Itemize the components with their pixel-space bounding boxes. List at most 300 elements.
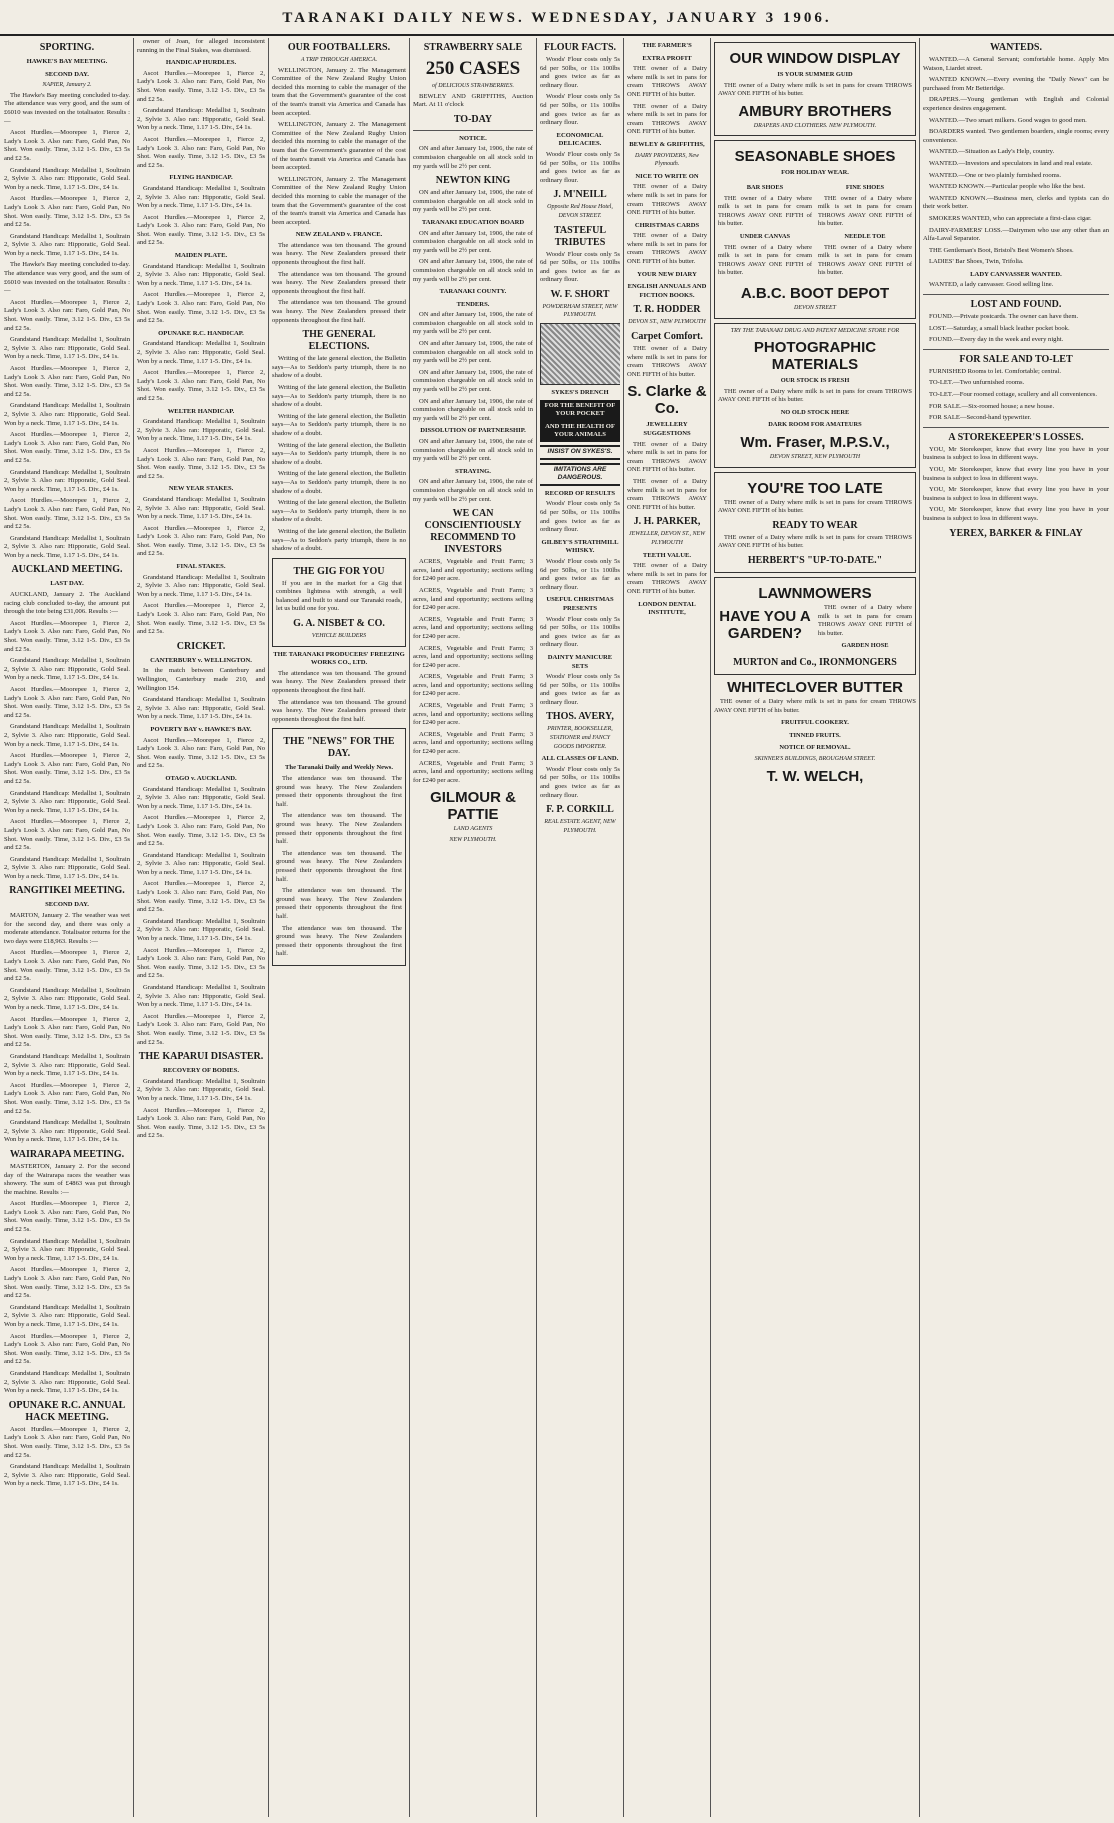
- advert-herbert: [714, 472, 916, 573]
- paragraph: ACRES, Vegetable and Fruit Farm; 3 acres, land and opportunity; sections selling for £240 per acre.: [413, 702, 533, 727]
- paragraph: Grandstand Handicap: Medallist 1, Soultrain 2, Sylvie 3. Also ran: Hipporatic, Gold Seal. Won by a neck. Time, 1.17 1-5. Div., £4 1s.: [4, 1237, 130, 1262]
- advert-ambury: [714, 42, 916, 136]
- paragraph: THE owner of a Dairy where milk is set in pans for cream THROWS AWAY ONE FIFTH of his butter.: [627, 102, 707, 136]
- paragraph: The Hawke's Bay meeting concluded to-day. The attendance was very good, and the sum of £6010 was invested on the totalisator. Results :—: [4, 91, 130, 125]
- heading: GILMOUR & PATTIE: [430, 789, 516, 824]
- paragraph: Grandstand Handicap: Medallist 1, Soultrain 2, Sylvie 3. Also ran: Hipporatic, Gold Seal. Won by a neck. Time, 1.17 1-5. Div., £4 1s.: [137, 418, 265, 443]
- paragraph: WANTED KNOWN.—Business men, clerks and typists can do their work better.: [923, 194, 1109, 211]
- heading: WAIRARAPA MEETING.: [9, 1148, 125, 1160]
- heading: NEW ZEALAND v. FRANCE.: [295, 231, 383, 239]
- paragraph: FOR SALE.—Six-roomed house; a new house.: [929, 402, 1055, 410]
- heading: NO OLD STOCK HERE: [780, 408, 850, 416]
- paragraph: THE owner of a Dairy where milk is set in pans for cream THROWS AWAY ONE FIFTH of his butter.: [627, 440, 707, 474]
- paragraph: Ascot Hurdles.—Moorepee 1, Fierce 2, Lady's Look 3. Also ran: Faro, Gold Pan, No Shot. Won easily. Time, 3.12 1-5. Div., £3 5s and £2 5s.: [4, 1266, 130, 1300]
- paragraph: MASTERTON, January 2. For the second day of the Wairarapa races the weather was showery. The sum of £4863 was put through the machine. Results :—: [4, 1162, 130, 1196]
- heading: ALL CLASSES OF LAND.: [541, 755, 619, 763]
- advert-shoes: [714, 140, 916, 318]
- paragraph: The attendance was ten thousand. The ground was heavy. The New Zealanders pressed their opponents throughout the first half.: [276, 849, 402, 883]
- heading: W. F. SHORT: [550, 288, 610, 300]
- paragraph: WANTED.—Situation as Lady's Help, country.: [929, 148, 1055, 156]
- paragraph: AUCKLAND, January 2. The Auckland racing club concluded to-day, the amount put through the tote being £31,006. Results :—: [4, 591, 130, 616]
- paragraph: Ascot Hurdles.—Moorepee 1, Fierce 2, Lady's Look 3. Also ran: Faro, Gold Pan, No Shot. Won easily. Time, 3.12 1-5. Div., £3 5s and £2 5s.: [4, 431, 130, 464]
- heading: RECOVERY OF BODIES.: [162, 1067, 240, 1075]
- paragraph: Ascot Hurdles.—Moorepee 1, Fierce 2, Lady's Look 3. Also ran: Faro, Gold Pan, No Shot. Won easily. Time, 3.12 1-5. Div., £3 5s and £2 5s.: [137, 1012, 265, 1046]
- paragraph: Ascot Hurdles.—Moorepee 1, Fierce 2, Lady's Look 3. Also ran: Faro, Gold Pan, No Shot. Won easily. Time, 3.12 1-5. Div., £3 5s and £2 5s.: [4, 1332, 130, 1366]
- heading: TARANAKI EDUCATION BOARD: [421, 218, 525, 226]
- paragraph: Grandstand Handicap: Medallist 1, Soultrain 2, Sylvie 3. Also ran: Hipporatic, Gold Seal. Won by a neck. Time, 1.17 1-5. Div., £4 1s.: [137, 984, 265, 1009]
- paragraph: Ascot Hurdles.—Moorepee 1, Fierce 2, Lady's Look 3. Also ran: Faro, Gold Pan, No Shot. Won easily. Time, 3.12 1-5. Div., £3 5s and £2 5s.: [137, 446, 265, 480]
- paragraph: Ascot Hurdles.—Moorepee 1, Fierce 2, Lady's Look 3. Also ran: Faro, Gold Pan, No Shot. Won easily. Time, 3.12 1-5. Div., £3 5s and £2 5s.: [4, 365, 130, 398]
- paragraph: Woods' Flour costs only 5s 6d per 50lbs, or 11s 100lbs and goes twice as far as ordinary flour.: [540, 250, 620, 284]
- divider: [923, 294, 1109, 295]
- heading: EXTRA PROFIT: [642, 54, 692, 62]
- paragraph: WANTED KNOWN.—Every evening the "Daily News" can be purchased from Mr Betteridge.: [923, 76, 1109, 92]
- paragraph: WELLINGTON, January 2. The Management Committee of the New Zealand Rugby Union decided this morning to cable the manager of the team that the Government's guarantee of the cost of the team's transit via America and Canada has been accepted.: [272, 66, 406, 117]
- paragraph: SMOKERS WANTED, who can appreciate a first-class cigar.: [929, 214, 1092, 222]
- paragraph: FOUND.—Every day in the week and every night.: [929, 336, 1064, 344]
- paragraph: Grandstand Handicap: Medallist 1, Soultrain 2, Sylvie 3. Also ran: Hipporatic, Gold Seal. Won by a neck. Time, 1.17 1-5. Div., £4 1s.: [4, 232, 130, 257]
- advert-news: [272, 728, 406, 965]
- heading: MURTON and Co., IRONMONGERS: [733, 657, 897, 668]
- paragraph: TO-LET.—Four roomed cottage, scullery and all conveniences.: [929, 391, 1098, 399]
- paragraph: Ascot Hurdles.—Moorepee 1, Fierce 2, Lady's Look 3. Also ran: Faro, Gold Pan, No Shot. Won easily. Time, 3.12 1-5. Div., £3 5s and £2 5s.: [137, 1106, 265, 1140]
- heading: CANTERBURY v. WELLINGTON.: [150, 656, 252, 664]
- heading: GILBEY'S STRATHMILL WHISKY.: [541, 538, 619, 555]
- paragraph: Grandstand Handicap: Medallist 1, Soultrain 2, Sylvie 3. Also ran: Hipporatic, Gold Seal. Won by a neck. Time, 1.17 1-5. Div., £4 1s.: [4, 789, 130, 814]
- paragraph: Ascot Hurdles.—Moorepee 1, Fierce 2, Lady's Look 3. Also ran: Faro, Gold Pan, No Shot. Won easily. Time, 3.12 1-5. Div., £3 5s and £2 5s.: [4, 1425, 130, 1459]
- heading: NEEDLE TOE: [844, 232, 886, 240]
- heading: WHITECLOVER BUTTER: [727, 679, 903, 696]
- divider: [923, 349, 1109, 350]
- paragraph: THE owner of a Dairy where milk is set in pans for cream THROWS AWAY ONE FIFTH of his butter.: [718, 387, 912, 404]
- paragraph: WANTED.—A General Servant; comfortable home. Apply Mrs Watson, Liardet street.: [923, 56, 1109, 72]
- masthead: [0, 0, 1114, 36]
- heading: DARK ROOM FOR AMATEURS: [768, 421, 862, 429]
- heading: READY TO WEAR: [772, 519, 858, 531]
- paragraph: ACRES, Vegetable and Fruit Farm; 3 acres, land and opportunity; sections selling for £240 per acre.: [413, 673, 533, 698]
- heading: NOTICE OF REMOVAL.: [779, 744, 851, 752]
- paragraph: ON and after January 1st, 1906, the rate of commission chargeable on all stock sold in my yards will be 2½ per cent.: [413, 145, 533, 170]
- paragraph: Ascot Hurdles.—Moorepee 1, Fierce 2, Lady's Look 3. Also ran: Faro, Gold Pan, No Shot. Won easily. Time, 3.12 1-5. Div., £3 5s and £2 5s.: [4, 752, 130, 785]
- paragraph: ON and after January 1st, 1906, the rate of commission chargeable on all stock sold in my yards will be 2½ per cent.: [413, 478, 533, 503]
- paragraph: ON and after January 1st, 1906, the rate of commission chargeable on all stock sold in my yards will be 2½ per cent.: [413, 311, 533, 336]
- heading: OPUNAKE R.C. ANNUAL HACK MEETING.: [8, 1399, 126, 1423]
- heading: BEWLEY & GRIFFITHS,: [629, 140, 705, 148]
- paragraph: Ascot Hurdles.—Moorepee 1, Fierce 2, Lady's Look 3. Also ran: Faro, Gold Pan, No Shot. Won easily. Time, 3.12 1-5. Div., £3 5s and £2 5s.: [4, 1200, 130, 1234]
- heading: FLOUR FACTS.: [543, 42, 617, 53]
- slogan: AND THE HEALTH OF YOUR ANIMALS: [540, 421, 620, 442]
- heading: AUCKLAND MEETING.: [11, 564, 123, 576]
- paragraph: Ascot Hurdles.—Moorepee 1, Fierce 2, Lady's Look 3. Also ran: Faro, Gold Pan, No Shot. Won easily. Time, 3.12 1-5. Div., £3 5s and £2 5s.: [4, 298, 130, 332]
- heading: TARANAKI COUNTY.: [439, 288, 507, 296]
- heading: TENDERS.: [456, 300, 490, 308]
- heading: THE GIG FOR YOU: [293, 565, 385, 577]
- subheading: Opposite Red House Hotel, DEVON STREET.: [547, 204, 613, 219]
- heading: ECONOMICAL DELICACIES.: [556, 131, 604, 148]
- column-rule: [409, 38, 410, 1817]
- heading: YOU'RE TOO LATE: [747, 479, 883, 497]
- paragraph: ACRES, Vegetable and Fruit Farm; 3 acres, land and opportunity; sections selling for £240 per acre.: [413, 644, 533, 669]
- paragraph: Grandstand Handicap: Medallist 1, Soultrain 2, Sylvie 3. Also ran: Hipporatic, Gold Seal. Won by a neck. Time, 1.17 1-5. Div., £4 1s.: [137, 107, 265, 132]
- paragraph: ACRES, Vegetable and Fruit Farm; 3 acres, land and opportunity; sections selling for £240 per acre.: [413, 558, 533, 583]
- subheading: PRINTER, BOOKSELLER, STATIONER and FANCY GOODS IMPORTER.: [547, 726, 613, 750]
- paragraph: Grandstand Handicap: Medallist 1, Soultrain 2, Sylvie 3. Also ran: Hipporatic, Gold Seal. Won by a neck. Time, 1.17 1-5. Div., £4 1s.: [4, 986, 130, 1011]
- divider: [413, 130, 533, 131]
- heading: FRUITFUL COOKERY.: [781, 719, 849, 727]
- paragraph: Grandstand Handicap: Medallist 1, Soultrain 2, Sylvie 3. Also ran: Hipporatic, Gold Seal. Won by a neck. Time, 1.17 1-5. Div., £4 1s.: [137, 696, 265, 721]
- heading: WE CAN CONSCIENTIOUSLY RECOMMEND TO INVESTORS: [424, 508, 522, 556]
- paragraph: The attendance was ten thousand. The ground was heavy. The New Zealanders pressed their opponents throughout the first half.: [276, 924, 402, 958]
- paragraph: ACRES, Vegetable and Fruit Farm; 3 acres, land and opportunity; sections selling for £240 per acre.: [413, 759, 533, 784]
- column-2: [137, 38, 265, 1817]
- heading: TASTEFUL TRIBUTES: [553, 224, 607, 248]
- heading: WANTEDS.: [990, 42, 1042, 53]
- subheading: DAIRY PROVIDERS, New Plymouth.: [634, 152, 700, 168]
- heading: THE KAPARUI DISASTER.: [138, 1051, 264, 1063]
- paragraph: ACRES, Vegetable and Fruit Farm; 3 acres, land and opportunity; sections selling for £240 per acre.: [413, 615, 533, 640]
- heading: HAWKE'S BAY MEETING.: [26, 58, 108, 65]
- heading: THE GENERAL ELECTIONS.: [302, 329, 376, 353]
- paragraph: ON and after January 1st, 1906, the rate of commission chargeable on all stock sold in my yards will be 2½ per cent.: [413, 340, 533, 365]
- paragraph: Woods' Flour costs only 5s 6d per 50lbs, or 11s 100lbs and goes twice as far as ordinary flour.: [540, 673, 620, 706]
- paragraph: Grandstand Handicap: Medallist 1, Soultrain 2, Sylvie 3. Also ran: Hipporatic, Gold Seal. Won by a neck. Time, 1.17 1-5. Div., £4 1s.: [137, 1077, 265, 1102]
- paragraph: Ascot Hurdles.—Moorepee 1, Fierce 2, Lady's Look 3. Also ran: Faro, Gold Pan, No Shot. Won easily. Time, 3.12 1-5. Div., £3 5s and £2 5s.: [4, 195, 130, 229]
- paragraph: Ascot Hurdles.—Moorepee 1, Fierce 2, Lady's Look 3. Also ran: Faro, Gold Pan, No Shot. Won easily. Time, 3.12 1-5. Div., £3 5s and £2 5s.: [4, 619, 130, 653]
- heading: CRICKET.: [176, 640, 226, 652]
- heading: THE FARMER'S: [642, 42, 692, 49]
- heading: TINNED FRUITS.: [789, 731, 841, 739]
- paragraph: Woods' Flour costs only 5s 6d per 50lbs, or 11s 100lbs and goes twice as far as ordinary flour.: [540, 150, 620, 184]
- paragraph: BOARDERS wanted. Two gentlemen boarders, single rooms; every convenience.: [923, 128, 1109, 144]
- subheading: LAND AGENTS: [453, 826, 493, 833]
- advert-murton: [714, 577, 916, 675]
- paragraph: ON and after January 1st, 1906, the rate of commission chargeable on all stock sold in my yards will be 2½ per cent.: [413, 368, 533, 394]
- paragraph: The attendance was ten thousand. The ground was heavy. The New Zealanders pressed their opponents throughout the first half.: [272, 669, 406, 695]
- heading: JEWELLERY SUGGESTIONS: [643, 421, 691, 437]
- column-3: [272, 38, 406, 1817]
- paragraph: Grandstand Handicap: Medallist 1, Soultrain 2, Sylvie 3. Also ran: Hipporatic, Gold Seal. Won by a neck. Time, 1.17 1-5. Div., £4 1s.: [4, 723, 130, 748]
- heading: OUR STOCK IS FRESH: [780, 377, 850, 385]
- paragraph: WANTED.—Investors and speculators in land and real estate.: [929, 159, 1093, 167]
- paragraph: MARTON, January 2. The weather was wet for the second day, and there was only a moderate attendance. Totalisator returns for the two days were £18,963. Results :—: [4, 912, 130, 945]
- shoe-col-left: [718, 180, 812, 281]
- heading: FOR SALE AND TO-LET: [959, 353, 1073, 365]
- heading: LONDON DENTAL INSTITUTE,: [638, 600, 696, 617]
- paragraph: Grandstand Handicap: Medallist 1, Soultrain 2, Sylvie 3. Also ran: Hipporatic, Gold Seal. Won by a neck. Time, 1.17 1-5. Div., £4 1s.: [137, 785, 265, 810]
- heading: AMBURY BROTHERS: [738, 102, 892, 120]
- column-rule: [133, 38, 134, 1817]
- subheading: A TRIP THROUGH AMERICA.: [300, 57, 378, 63]
- subheading: SKINNER'S BUILDINGS, BROUGHAM STREET.: [754, 755, 876, 762]
- paragraph: Grandstand Handicap: Medallist 1, Soultrain 2, Sylvie 3. Also ran: Hipporatic, Gold Seal. Won by a neck. Time, 1.17 1-5. Div., £4 1s.: [4, 1369, 130, 1395]
- paragraph: Ascot Hurdles.—Moorepee 1, Fierce 2, Lady's Look 3. Also ran: Faro, Gold Pan, No Shot. Won easily. Time, 3.12 1-5. Div., £3 5s and £2 5s.: [137, 946, 265, 980]
- paragraph: Ascot Hurdles.—Moorepee 1, Fierce 2, Lady's Look 3. Also ran: Faro, Gold Pan, No Shot. Won easily. Time, 3.12 1-5. Div., £3 5s and £2 5s.: [4, 497, 130, 531]
- paragraph: THE owner of a Dairy where milk is set in pans for cream THROWS AWAY ONE FIFTH of his butter.: [627, 232, 707, 266]
- paragraph: Grandstand Handicap: Medallist 1, Soultrain 2, Sylvie 3. Also ran: Hipporatic, Gold Seal. Won by a neck. Time, 1.17 1-5. Div., £4 1s.: [137, 917, 265, 943]
- subheading: DEVON STREET, NEW PLYMOUTH: [769, 454, 861, 461]
- paragraph: LOST.—Saturday, a small black leather pocket book.: [929, 324, 1070, 332]
- paragraph: Ascot Hurdles.—Moorepee 1, Fierce 2, Lady's Look 3. Also ran: Faro, Gold Pan, No Shot. Won easily. Time, 3.12 1-5. Div., £3 5s and £2 5s.: [4, 818, 130, 852]
- heading: SECOND DAY.: [45, 901, 89, 909]
- paragraph: Ascot Hurdles.—Moorepee 1, Fierce 2, Lady's Look 3. Also ran: Faro, Gold Pan, No Shot. Won easily. Time, 3.12 1-5. Div., £3 5s and £2 5s.: [137, 602, 265, 636]
- dateline: NAPIER, January 2.: [42, 82, 92, 89]
- heading: RANGITIKEI MEETING.: [9, 885, 125, 897]
- paragraph: WELLINGTON, January 2. The Management Committee of the New Zealand Rugby Union decided this morning to cable the manager of the team that the Government's guarantee of the cost of the team's transit via America and Canada has been accepted.: [272, 121, 406, 172]
- paragraph: YOU, Mr Storekeeper, know that every line you have in your business is subject to loss in different ways.: [923, 466, 1109, 482]
- paragraph: Grandstand Handicap: Medallist 1, Soultrain 2, Sylvie 3. Also ran: Hipporatic, Gold Seal. Won by a neck. Time, 1.17 1-5. Div., £4 1s.: [137, 495, 265, 521]
- heading: A STOREKEEPER'S LOSSES.: [948, 431, 1084, 443]
- paragraph: The attendance was ten thousand. The ground was heavy. The New Zealanders pressed their opponents throughout the first half.: [272, 698, 406, 723]
- heading: NEW YEAR STAKES.: [168, 485, 234, 493]
- heading: USEFUL CHRISTMAS PRESENTS: [546, 596, 614, 612]
- heading: NOTICE.: [459, 134, 487, 142]
- heading: PHOTOGRAPHIC MATERIALS: [753, 339, 877, 374]
- paragraph: The attendance was ten thousand. The ground was heavy. The New Zealanders pressed their opponents throughout the first half.: [272, 241, 406, 267]
- paragraph: ON and after January 1st, 1906, the rate of commission chargeable on all stock sold in my yards will be 2½ per cent.: [413, 189, 533, 214]
- paragraph: Writing of the late general election, the Bulletin says—As to Seddon's party triumph, there is no shadow of a doubt.: [272, 527, 406, 553]
- heading: THOS. AVERY,: [546, 711, 614, 723]
- paragraph: Ascot Hurdles.—Moorepee 1, Fierce 2, Lady's Look 3. Also ran: Faro, Gold Pan, No Shot. Won easily. Time, 3.12 1-5. Div., £3 5s and £2 5s.: [137, 213, 265, 247]
- heading: CHRISTMAS CARDS: [634, 221, 700, 229]
- paragraph: DRAPERS.—Young gentleman with English and Colonial experience desires engagement.: [923, 96, 1109, 112]
- column-rule: [536, 38, 537, 1817]
- paragraph: Ascot Hurdles.—Moorepee 1, Fierce 2, Lady's Look 3. Also ran: Faro, Gold Pan, No Shot. Won easily. Time, 3.12 1-5. Div., £3 5s and £2 5s.: [4, 686, 130, 719]
- paragraph: ACRES, Vegetable and Fruit Farm; 3 acres, land and opportunity; sections selling for £240 per acre.: [413, 730, 533, 756]
- paragraph: Writing of the late general election, the Bulletin says—As to Seddon's party triumph, there is no shadow of a doubt.: [272, 384, 406, 409]
- paragraph: Woods' Flour costs only 5s 6d per 50lbs, or 11s 100lbs and goes twice as far as ordinary flour.: [540, 500, 620, 534]
- paragraph: Grandstand Handicap: Medallist 1, Soultrain 2, Sylvie 3. Also ran: Hipporatic, Gold Seal. Won by a neck. Time, 1.17 1-5. Div., £4 1s.: [137, 262, 265, 287]
- paragraph: THE owner of a Dairy where milk is set in pans for cream THROWS AWAY ONE FIFTH of his butter.: [627, 345, 707, 378]
- heading: OTAGO v. AUCKLAND.: [165, 774, 237, 782]
- heading: Carpet Comfort.: [631, 331, 703, 343]
- heading: LADY CANVASSER WANTED.: [970, 270, 1062, 278]
- heading: T. W. WELCH,: [766, 767, 864, 785]
- paragraph: FOUND.—Private postcards. The owner can have them.: [929, 313, 1079, 321]
- heading: LAWNMOWERS: [758, 585, 872, 603]
- heading: DISSOLUTION OF PARTNERSHIP.: [420, 427, 526, 435]
- heading: The Taranaki Daily and Weekly News.: [285, 764, 393, 772]
- heading: YOUR NEW DIARY: [637, 270, 697, 278]
- paragraph: Grandstand Handicap: Medallist 1, Soultrain 2, Sylvie 3. Also ran: Hipporatic, Gold Seal. Won by a neck. Time, 1.17 1-5. Div., £4 1s.: [4, 1052, 130, 1078]
- column-7: [714, 38, 916, 1817]
- paragraph: THE owner of a Dairy where milk is set in pans for cream THROWS AWAY ONE FIFTH of his butter.: [818, 194, 912, 228]
- heading: THE "NEWS" FOR THE DAY.: [283, 736, 395, 760]
- paragraph: Grandstand Handicap: Medallist 1, Soultrain 2, Sylvie 3. Also ran: Hipporatic, Gold Seal. Won by a neck. Time, 1.17 1-5. Div., £4 1s.: [4, 166, 130, 191]
- paragraph: BEWLEY AND GRIFFITHS, Auction Mart. At 11 o'clock: [413, 92, 533, 109]
- paragraph: Grandstand Handicap: Medallist 1, Soultrain 2, Sylvie 3. Also ran: Hipporatic, Gold Seal. Won by a neck. Time, 1.17 1-5. Div., £4 1s.: [4, 1119, 130, 1144]
- shoe-col-right: [818, 180, 912, 281]
- heading: YEREX, BARKER & FINLAY: [949, 527, 1083, 539]
- paragraph: THE owner of a Dairy where milk is set in pans for cream THROWS AWAY ONE FIFTH of his butter.: [718, 81, 912, 98]
- paragraph: WANTED, a lady canvasser. Good selling line.: [929, 281, 1054, 289]
- paragraph: Ascot Hurdles.—Moorepee 1, Fierce 2, Lady's Look 3. Also ran: Faro, Gold Pan, No Shot. Won easily. Time, 3.12 1-5. Div., £3 5s and £2 5s.: [4, 949, 130, 983]
- paragraph: Writing of the late general election, the Bulletin says—As to Seddon's party triumph, there is no shadow of a doubt.: [272, 499, 406, 524]
- heading: S. Clarke & Co.: [627, 383, 707, 418]
- heading: NEWTON KING: [435, 175, 511, 187]
- heading: FOR HOLIDAY WEAR.: [781, 169, 849, 177]
- slogan: INSIST ON SYKES'S.: [540, 445, 620, 460]
- subheading: DEVON STREET: [794, 304, 836, 311]
- subheading: VEHICLE BUILDERS: [311, 633, 367, 640]
- paragraph: THE owner of a Dairy where milk is set in pans for cream THROWS AWAY ONE FIFTH of his butter.: [718, 243, 812, 277]
- paragraph: Woods' Flour costs only 5s 6d per 50lbs, or 11s 100lbs and goes twice as far as ordinary flour.: [540, 765, 620, 799]
- paragraph: Ascot Hurdles.—Moorepee 1, Fierce 2, Lady's Look 3. Also ran: Faro, Gold Pan, No Shot. Won easily. Time, 3.12 1-5. Div., £3 5s and £2 5s.: [137, 69, 265, 103]
- column-rule: [623, 38, 624, 1817]
- paragraph: ON and after January 1st, 1906, the rate of commission chargeable on all stock sold in my yards will be 2½ per cent.: [413, 438, 533, 463]
- paragraph: Woods' Flour costs only 5s 6d per 50lbs, or 11s 100lbs and goes twice as far as ordinary flour.: [540, 56, 620, 89]
- paragraph: In the match between Canterbury and Wellington, Canterbury made 210, and Wellington 154.: [137, 667, 265, 692]
- paragraph: THE owner of a Dairy where milk is set in pans for cream THROWS AWAY ONE FIFTH of his butter.: [627, 477, 707, 511]
- heading: ENGLISH ANNUALS AND FICTION BOOKS.: [627, 283, 707, 299]
- paragraph: WANTED.—Two smart milkers. Good wages to good men.: [929, 116, 1087, 124]
- paragraph: Ascot Hurdles.—Moorepee 1, Fierce 2, Lady's Look 3. Also ran: Faro, Gold Pan, No Shot. Won easily. Time, 3.12 1-5. Div., £3 5s and £2 5s.: [137, 524, 265, 558]
- paragraph: The attendance was ten thousand. The ground was heavy. The New Zealanders pressed their opponents throughout the first half.: [272, 270, 406, 295]
- paragraph: FOR SALE—Second-hand typewriter.: [929, 414, 1032, 422]
- paragraph: ON and after January 1st, 1906, the rate of commission chargeable on all stock sold in my yards will be 2½ per cent.: [413, 229, 533, 254]
- paragraph: YOU, Mr Storekeeper, know that every line you have in your business is subject to loss in different ways.: [923, 506, 1109, 522]
- paragraph: ON and after January 1st, 1906, the rate of commission chargeable on all stock sold in my yards will be 2½ per cent.: [413, 397, 533, 422]
- paragraph: YOU, Mr Storekeeper, know that every line you have in your business is subject to loss in different ways.: [923, 486, 1109, 502]
- subheading: POWDERHAM STREET, NEW PLYMOUTH.: [542, 303, 618, 319]
- heading: RECORD OF RESULTS: [544, 489, 616, 497]
- slogan: FOR THE BENEFIT OF YOUR POCKET: [540, 400, 620, 421]
- heading: F. P. CORKILL: [546, 804, 614, 816]
- paragraph: Woods' Flour costs only 5s 6d per 50lbs, or 11s 100lbs and goes twice as far as ordinary flour.: [540, 93, 620, 127]
- paragraph: The attendance was ten thousand. The ground was heavy. The New Zealanders pressed their opponents throughout the first half.: [276, 775, 402, 808]
- advert-photographic: [714, 323, 916, 468]
- subheading: of DELICIOUS STRAWBERRIES.: [432, 83, 514, 89]
- heading: MAIDEN PLATE.: [174, 252, 228, 260]
- subheading: DRAPERS AND CLOTHIERS. NEW PLYMOUTH.: [753, 122, 877, 129]
- heading: OUR FOOTBALLERS.: [287, 42, 391, 53]
- heading: J. H. PARKER,: [633, 516, 701, 528]
- subheading: TRY THE TARANAKI DRUG AND PATENT MEDICINE STORE FOR: [730, 327, 900, 334]
- paragraph: Writing of the late general election, the Bulletin says—As to Seddon's party triumph, there is no shadow of a doubt.: [272, 355, 406, 380]
- paragraph: Grandstand Handicap: Medallist 1, Soultrain 2, Sylvie 3. Also ran: Hipporatic, Gold Seal. Won by a neck. Time, 1.17 1-5. Div., £4 1s.: [4, 855, 130, 880]
- paragraph: LADIES' Bar Shoes, Twin, Trifolia.: [929, 258, 1024, 266]
- subheading: JEWELLER, DEVON ST., NEW PLYMOUTH: [628, 531, 706, 546]
- heading: SECOND DAY.: [45, 70, 89, 78]
- heading: SYKES'S DRENCH: [551, 389, 609, 397]
- paragraph: Writing of the late general election, the Bulletin says—As to Seddon's party triumph, there is no shadow of a doubt.: [272, 412, 406, 437]
- paragraph: Woods' Flour costs only 5s 6d per 50lbs, or 11s 100lbs and goes twice as far as ordinary flour.: [540, 557, 620, 591]
- divider: [923, 427, 1109, 428]
- paragraph: owner of Joan, for alleged inconsistent running in the Final Stakes, was dismissed.: [137, 38, 265, 54]
- paragraph: WANTED.—One or two plainly furnished rooms.: [929, 171, 1062, 179]
- heading: HAVE YOU A GARDEN?: [719, 608, 811, 643]
- heading: FLYING HANDICAP.: [169, 174, 233, 182]
- slogan: IMITATIONS ARE DANGEROUS.: [540, 463, 620, 486]
- paragraph: Ascot Hurdles.—Moorepee 1, Fierce 2, Lady's Look 3. Also ran: Faro, Gold Pan, No Shot. Won easily. Time, 3.12 1-5. Div., £3 5s and £2 5s.: [137, 135, 265, 169]
- paragraph: Ascot Hurdles.—Moorepee 1, Fierce 2, Lady's Look 3. Also ran: Faro, Gold Pan, No Shot. Won easily. Time, 3.12 1-5. Div., £3 5s and £2 5s.: [137, 291, 265, 325]
- heading: G. A. NISBET & CO.: [293, 618, 385, 630]
- paragraph: THE owner of a Dairy where milk is set in pans for cream THROWS AWAY ONE FIFTH of his butter.: [718, 194, 812, 228]
- heading: UNDER CANVAS: [739, 232, 791, 240]
- column-rule: [268, 38, 269, 1817]
- paragraph: Grandstand Handicap: Medallist 1, Soultrain 2, Sylvie 3. Also ran: Hipporatic, Gold Seal. Won by a neck. Time, 1.17 1-5. Div., £4 1s.: [4, 1303, 130, 1328]
- masthead-title: TARANAKI DAILY NEWS. WEDNESDAY, JANUARY 3 1906.: [282, 10, 832, 26]
- paragraph: Grandstand Handicap: Medallist 1, Soultrain 2, Sylvie 3. Also ran: Hipporatic, Gold Seal. Won by a neck. Time, 1.17 1-5. Div., £4 1s.: [137, 340, 265, 365]
- column-5: [540, 38, 620, 1817]
- heading: STRAWBERRY SALE: [423, 42, 523, 53]
- column-8: [923, 38, 1109, 1817]
- paragraph: If you are in the market for a Gig that combines lightness with strength, a well balanced and built to stand our Taranaki roads, let us build one for you.: [276, 579, 402, 613]
- paragraph: Ascot Hurdles.—Moorepee 1, Fierce 2, Lady's Look 3. Also ran: Faro, Gold Pan, No Shot. Won easily. Time, 3.12 1-5. Div., £3 5s and £2 5s.: [137, 814, 265, 848]
- paragraph: ACRES, Vegetable and Fruit Farm; 3 acres, land and opportunity; sections selling for £240 per acre.: [413, 586, 533, 612]
- paragraph: ON and after January 1st, 1906, the rate of commission chargeable on all stock sold in my yards will be 2½ per cent.: [413, 258, 533, 283]
- heading: HANDICAP HURDLES.: [165, 59, 237, 67]
- column-1: [4, 38, 130, 1817]
- heading: FINE SHOES: [845, 183, 885, 191]
- paragraph: Grandstand Handicap: Medallist 1, Soultrain 2, Sylvie 3. Also ran: Hipporatic, Gold Seal. Won by a neck. Time, 1.17 1-5. Div., £4 1s.: [4, 534, 130, 559]
- paragraph: Grandstand Handicap: Medallist 1, Soultrain 2, Sylvie 3. Also ran: Hipporatic, Gold Seal. Won by a neck. Time, 1.17 1-5. Div., £4 1s.: [137, 573, 265, 598]
- heading: NICE TO WRITE ON: [635, 172, 699, 180]
- paragraph: THE Gentleman's Boot, Bristol's Best Women's Shoes.: [929, 246, 1074, 254]
- paragraph: DAIRY-FARMERS' LOSS.—Dairymen who use any other than an Alfa-Laval Separator.: [923, 226, 1109, 243]
- column-4: [413, 38, 533, 1817]
- heading: OUR WINDOW DISPLAY: [729, 50, 901, 67]
- paragraph: Grandstand Handicap: Medallist 1, Soultrain 2, Sylvie 3. Also ran: Hipporatic, Gold Seal. Won by a neck. Time, 1.17 1-5. Div., £4 1s.: [4, 1463, 130, 1488]
- paragraph: THE owner of a Dairy where milk is set in pans for cream THROWS AWAY ONE FIFTH of his butter.: [818, 604, 912, 637]
- paragraph: The attendance was ten thousand. The ground was heavy. The New Zealanders pressed their opponents throughout the first half.: [276, 887, 402, 920]
- heading: IS YOUR SUMMER GUID: [777, 71, 853, 78]
- paragraph: TO-LET.—Two unfurnished rooms.: [929, 379, 1025, 387]
- lawnmower-text: [818, 604, 912, 653]
- heading: 250 CASES: [425, 58, 521, 79]
- paragraph: Ascot Hurdles.—Moorepee 1, Fierce 2, Lady's Look 3. Also ran: Faro, Gold Pan, No Shot. Won easily. Time, 3.12 1-5. Div., £3 5s and £2 5s.: [137, 736, 265, 770]
- heading: BAR SHOES: [746, 183, 784, 191]
- heading: A.B.C. BOOT DEPOT: [740, 284, 890, 302]
- paragraph: The attendance was ten thousand. The ground was heavy. The New Zealanders pressed their opponents throughout the first half.: [276, 812, 402, 846]
- sykes-drench-cow-illustration: [540, 323, 620, 385]
- paragraph: Writing of the late general election, the Bulletin says—As to Seddon's party triumph, there is no shadow of a doubt.: [272, 441, 406, 466]
- paragraph: Ascot Hurdles.—Moorepee 1, Fierce 2, Lady's Look 3. Also ran: Faro, Gold Pan, No Shot. Won easily. Time, 3.12 1-5. Div., £3 5s and £2 5s.: [4, 1081, 130, 1115]
- paragraph: Grandstand Handicap: Medallist 1, Soultrain 2, Sylvie 3. Also ran: Hipporatic, Gold Seal. Won by a neck. Time, 1.17 1-5. Div., £4 1s.: [4, 336, 130, 361]
- paragraph: THE owner of a Dairy where milk is set in pans for cream THROWS AWAY ONE FIFTH of his butter.: [627, 65, 707, 98]
- heading: J. M'NEILL: [553, 189, 607, 201]
- column-rule: [710, 38, 711, 1817]
- heading: DAINTY MANICURE SETS: [547, 653, 613, 670]
- column-rule: [919, 38, 920, 1817]
- paragraph: THE owner of a Dairy where milk is set in pans for cream THROWS AWAY ONE FIFTH of his butter.: [718, 498, 912, 515]
- shoe-columns: [718, 180, 912, 281]
- paragraph: Grandstand Handicap: Medallist 1, Soultrain 2, Sylvie 3. Also ran: Hipporatic, Gold Seal. Won by a neck. Time, 1.17 1-5. Div., £4 1s.: [137, 184, 265, 210]
- paragraph: THE owner of a Dairy where milk is set in pans for cream THROWS AWAY ONE FIFTH of his butter.: [818, 243, 912, 277]
- paragraph: The Hawke's Bay meeting concluded to-day. The attendance was very good, and the sum of £6010 was invested on the totalisator. Results :—: [4, 261, 130, 295]
- paragraph: The attendance was ten thousand. The ground was heavy. The New Zealanders pressed their opponents throughout the first half.: [272, 299, 406, 324]
- heading: TO-DAY: [453, 113, 493, 125]
- paragraph: Ascot Hurdles.—Moorepee 1, Fierce 2, Lady's Look 3. Also ran: Faro, Gold Pan, No Shot. Won easily. Time, 3.12 1-5. Div., £3 5s and £2 5s.: [4, 129, 130, 162]
- heading: LAST DAY.: [50, 580, 84, 588]
- heading: FINAL STAKES.: [176, 563, 226, 571]
- paragraph: Ascot Hurdles.—Moorepee 1, Fierce 2, Lady's Look 3. Also ran: Faro, Gold Pan, No Shot. Won easily. Time, 3.12 1-5. Div., £3 5s and £2 5s.: [137, 880, 265, 914]
- heading: T. R. HODDER: [633, 304, 701, 316]
- paragraph: THE owner of a Dairy where milk is set in pans for cream THROWS AWAY ONE FIFTH of his butter.: [627, 183, 707, 217]
- paragraph: Grandstand Handicap: Medallist 1, Soultrain 2, Sylvie 3. Also ran: Hipporatic, Gold Seal. Won by a neck. Time, 1.17 1-5. Div., £4 1s.: [4, 402, 130, 427]
- heading: SPORTING.: [39, 42, 95, 53]
- subheading: DEVON ST., NEW PLYMOUTH: [628, 319, 706, 326]
- lawnmower-row: [718, 604, 912, 653]
- heading: POVERTY BAY v. HAWKE'S BAY.: [150, 725, 252, 733]
- paragraph: FURNISHED Rooms to let. Comfortable; central.: [929, 367, 1062, 375]
- heading: OPUNAKE R.C. HANDICAP.: [158, 329, 244, 337]
- heading: WELTER HANDICAP.: [167, 407, 235, 415]
- heading: SEASONABLE SHOES: [734, 148, 896, 166]
- column-6: [627, 38, 707, 1817]
- paragraph: Woods' Flour costs only 5s 6d per 50lbs, or 11s 100lbs and goes twice as far as ordinary flour.: [540, 615, 620, 649]
- paragraph: Grandstand Handicap: Medallist 1, Soultrain 2, Sylvie 3. Also ran: Hipporatic, Gold Seal. Won by a neck. Time, 1.17 1-5. Div., £4 1s.: [4, 468, 130, 493]
- subheading: REAL ESTATE AGENT, NEW PLYMOUTH.: [544, 819, 616, 834]
